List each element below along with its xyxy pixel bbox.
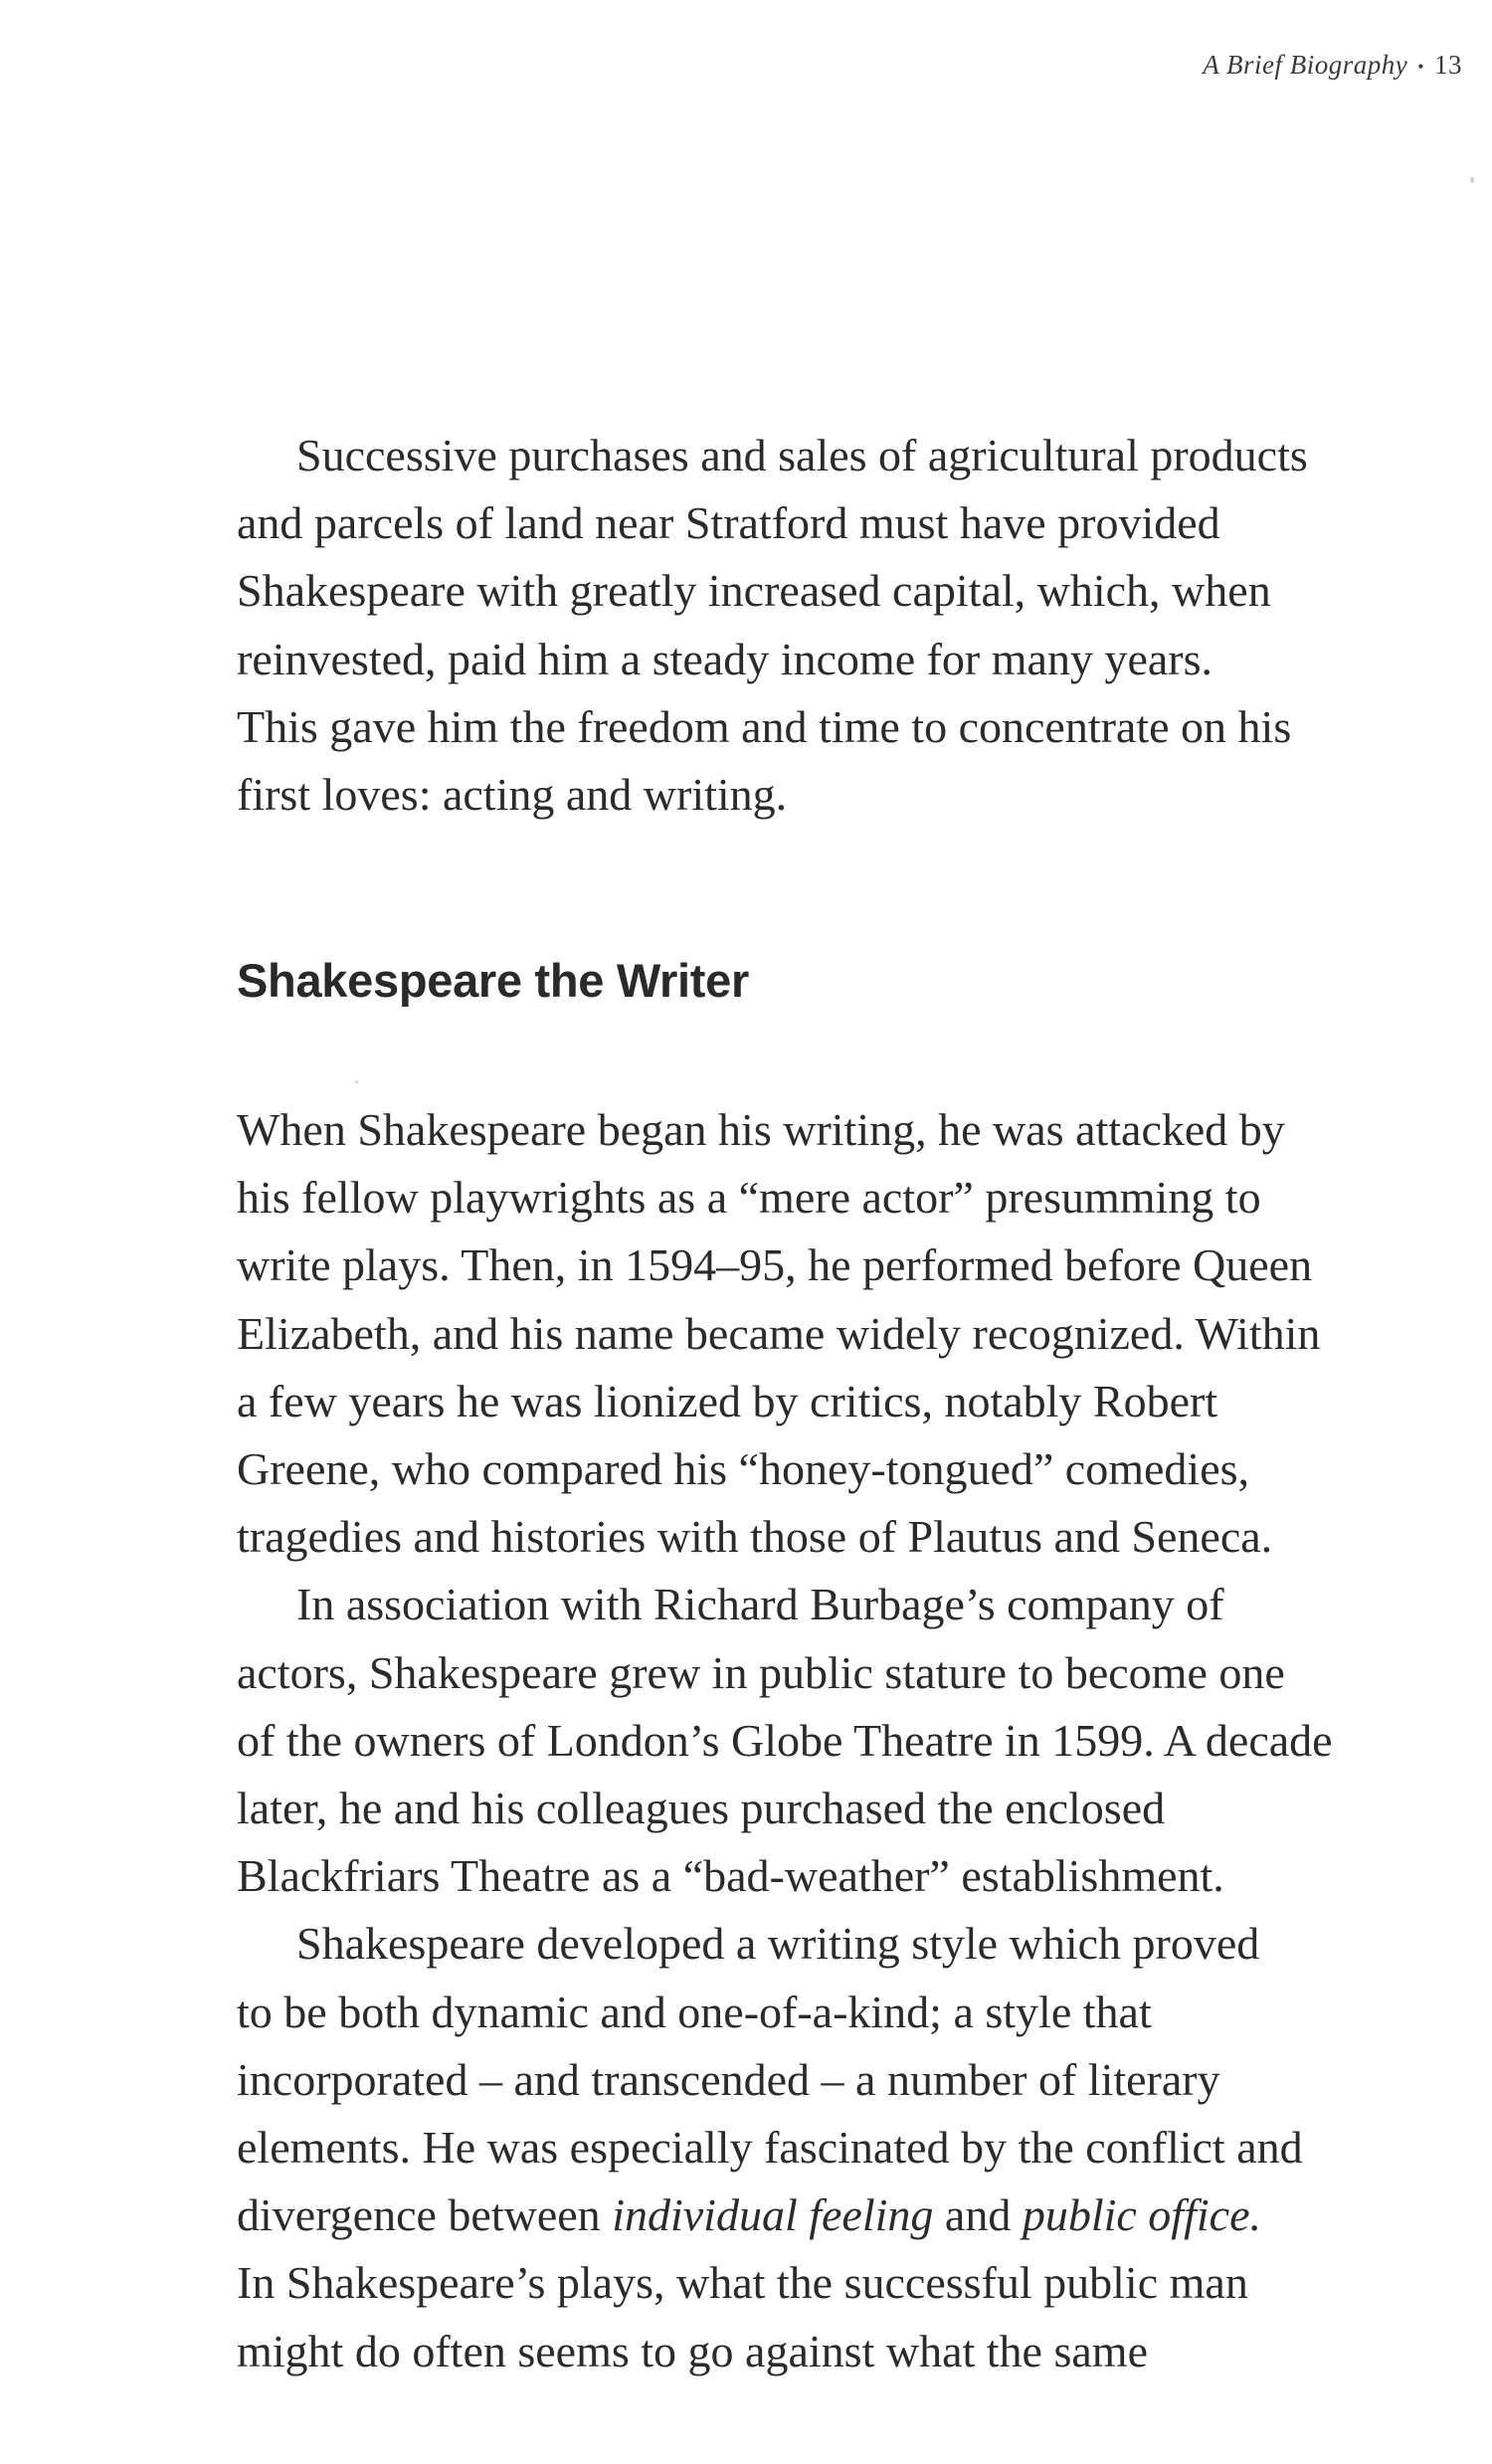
emphasis-individual-feeling: individual feeling: [612, 2189, 934, 2241]
body-line: Blackfriars Theatre as a “bad-weather” establishment.: [237, 1850, 1224, 1902]
running-header-title: A Brief Biography: [1203, 50, 1408, 80]
text-run: and: [933, 2189, 1023, 2241]
body-line: a few years he was lionized by critics, notably Robert: [237, 1375, 1218, 1426]
body-line: When Shakespeare began his writing, he was attacked by: [237, 1104, 1285, 1155]
page-number: 13: [1434, 50, 1462, 80]
intro-line: Successive purchases and sales of agricultural products: [296, 430, 1308, 480]
body-line: tragedies and histories with those of Plautus and Seneca.: [237, 1511, 1273, 1563]
body-line: actors, Shakespeare grew in public stature to become one: [237, 1646, 1285, 1698]
section-heading: Shakespeare the Writer: [237, 954, 749, 1007]
paragraph-2: [237, 1571, 1450, 1910]
body-line: Shakespeare developed a writing style which proved: [296, 1918, 1260, 1970]
body-line: to be both dynamic and one-of-a-kind; a style that: [237, 1986, 1152, 2037]
paragraph-3: [237, 1910, 1450, 2384]
running-header-separator: •: [1417, 57, 1424, 78]
intro-line: This gave him the freedom and time to concentrate on his: [237, 700, 1292, 752]
body-line: write plays. Then, in 1594–95, he performed before Queen: [237, 1239, 1313, 1291]
body-line: incorporated – and transcended – a number of literary: [237, 2053, 1220, 2105]
body-line: Elizabeth, and his name became widely recognized. Within: [237, 1307, 1321, 1359]
body-line: his fellow playwrights as a “mere actor” presumming to: [237, 1172, 1261, 1224]
body-line: In Shakespeare’s plays, what the successful public man: [237, 2257, 1248, 2309]
running-header: [1203, 50, 1462, 81]
emphasis-public-office: public office.: [1022, 2189, 1261, 2241]
intro-line: reinvested, paid him a steady income for many years.: [237, 633, 1213, 684]
body-line: later, he and his colleagues purchased the enclosed: [237, 1783, 1166, 1834]
body-line: In association with Richard Burbage’s company of: [296, 1579, 1224, 1630]
body-line: elements. He was especially fascinated by the conflict and: [237, 2122, 1303, 2174]
scan-speck: [355, 1080, 358, 1083]
intro-line: and parcels of land near Stratford must have provided: [237, 497, 1220, 549]
paragraph-1: [237, 1096, 1450, 1571]
body-line: Greene, who compared his “honey-tongued” comedies,: [237, 1443, 1250, 1495]
section-body: [237, 1096, 1450, 2385]
intro-line: first loves: acting and writing.: [237, 769, 788, 821]
body-line: of the owners of London’s Globe Theatre in 1599. A decade: [237, 1714, 1333, 1766]
scan-speck: [1470, 177, 1474, 183]
intro-paragraph: [237, 422, 1450, 829]
text-run: divergence between: [237, 2189, 613, 2241]
body-line: might do often seems to go against what the same: [237, 2325, 1148, 2376]
intro-line: Shakespeare with greatly increased capital, which, when: [237, 565, 1271, 617]
body-line-mixed: [237, 2181, 1450, 2249]
